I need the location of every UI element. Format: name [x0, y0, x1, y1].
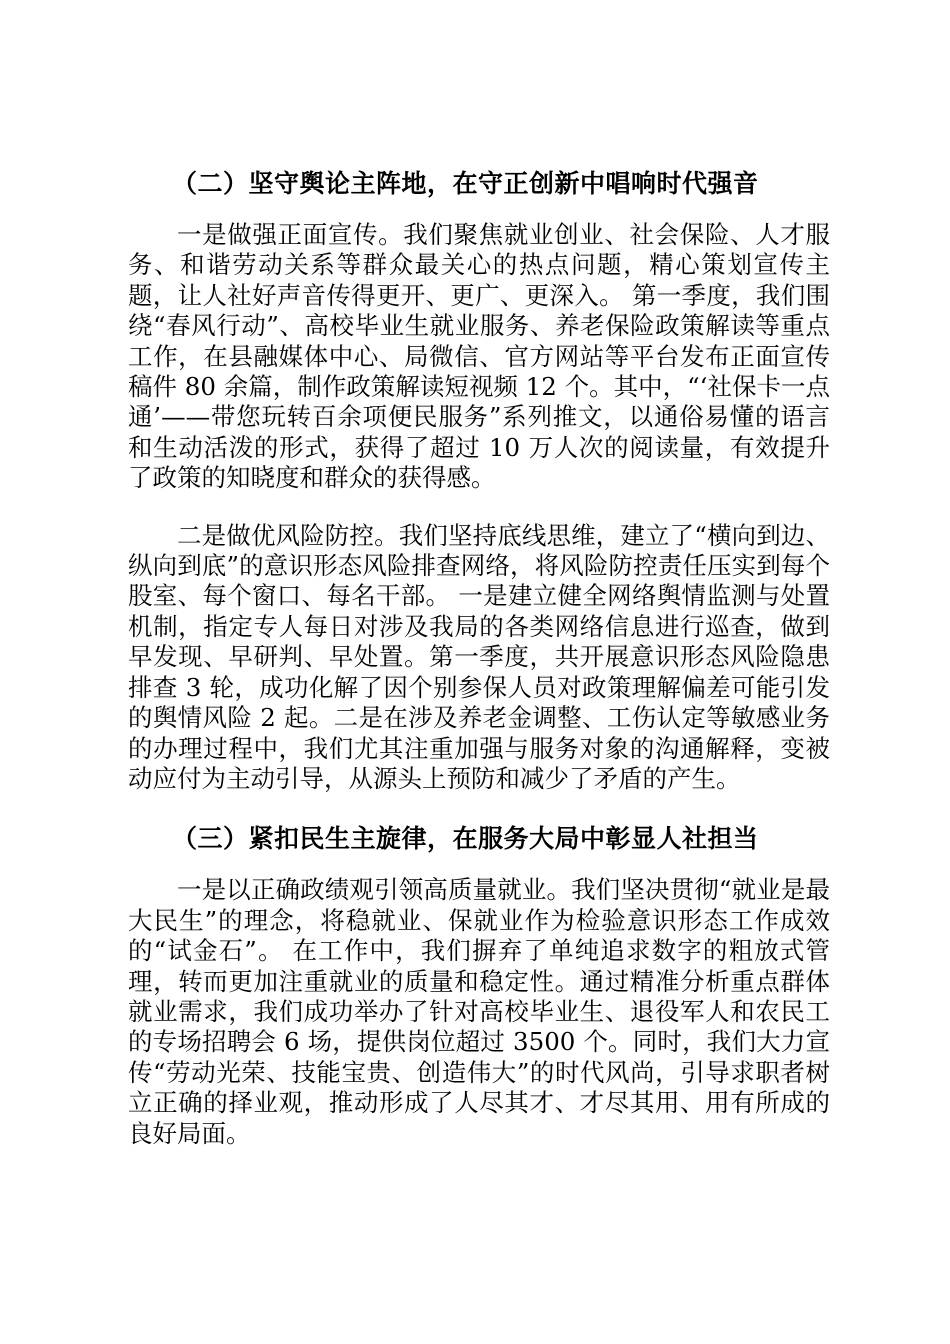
paragraph: 一是做强正面宣传。我们聚焦就业创业、社会保险、人才服务、和谐劳动关系等群众最关心的热点问题，精心策划宣传主题，让人社好声音传得更开、更广、更深入。 第一季度，我们围绕“春风行动”、高校毕业生就业服务、养老保险政策解读等重点工作，在县融媒体中心、局微信、官方网站等平台发布正面宣传稿件 80 余篇，制作政策解读短视频 12 个。其中，“‘社保卡一点通’——带您玩转百余项便民服务”系列推文，以通俗易懂的语言和生动活泼的形式，获得了超过 10 万人次的阅读量，有效提升了政策的知晓度和群众的获得感。	[128, 220, 830, 493]
section-2	[128, 166, 830, 794]
section-3	[128, 821, 830, 1149]
document-page	[128, 166, 830, 1176]
section-heading: （三）紧扣民生主旋律，在服务大局中彰显人社担当	[172, 824, 759, 854]
paragraph: 一是以正确政绩观引领高质量就业。我们坚决贯彻“就业是最大民生”的理念，将稳就业、保就业作为检验意识形态工作成效的“试金石”。 在工作中，我们摒弃了单纯追求数字的粗放式管理，转而更加注重就业的质量和稳定性。通过精准分析重点群体就业需求，我们成功举办了针对高校毕业生、退役军人和农民工的专场招聘会 6 场，提供岗位超过 3500 个。同时，我们大力宣传“劳动光荣、技能宝贵、创造伟大”的时代风尚，引导求职者树立正确的择业观，推动形成了人尽其才、才尽其用、用有所成的良好局面。	[128, 875, 830, 1148]
section-heading: （二）坚守舆论主阵地，在守正创新中唱响时代强音	[172, 169, 759, 198]
paragraph: 二是做优风险防控。我们坚持底线思维，建立了“横向到边、纵向到底”的意识形态风险排查网络，将风险防控责任压实到每个股室、每个窗口、每名干部。 一是建立健全网络舆情监测与处置机制，指定专人每日对涉及我局的各类网络信息进行巡查，做到早发现、早研判、早处置。第一季度，共开展意识形态风险隐患排查 3 轮，成功化解了因个别参保人员对政策理解偏差可能引发的舆情风险 2 起。二是在涉及养老金调整、工伤认定等敏感业务的办理过程中，我们尤其注重加强与服务对象的沟通解释，变被动应付为主动引导，从源头上预防和减少了矛盾的产生。	[128, 520, 830, 793]
